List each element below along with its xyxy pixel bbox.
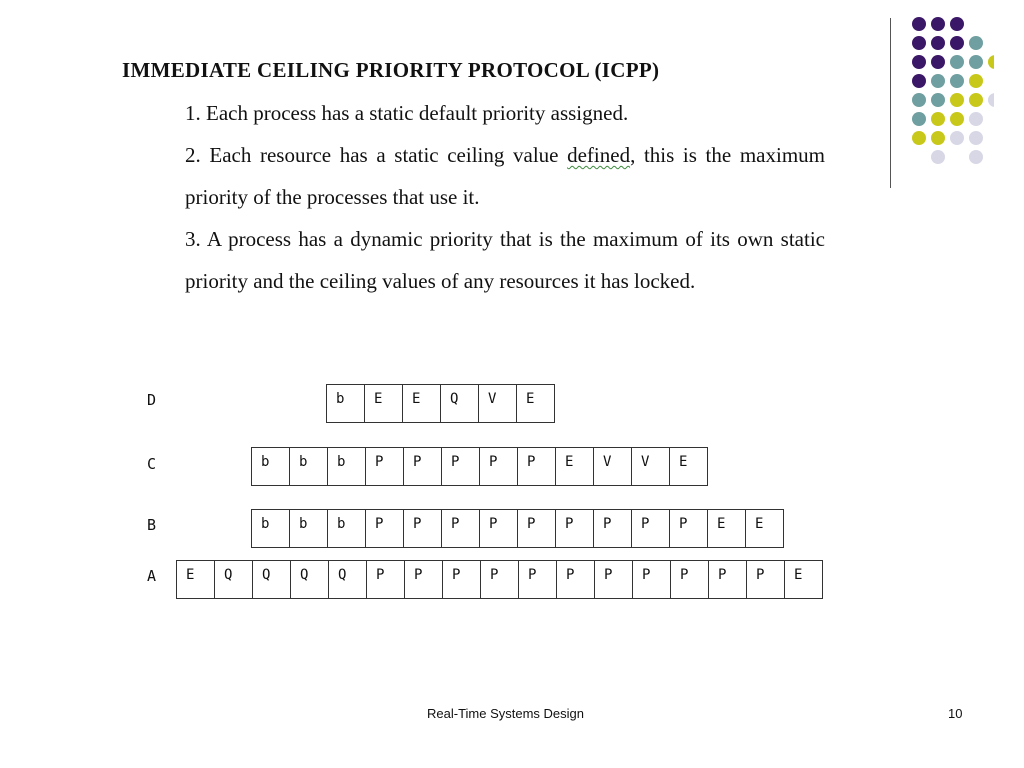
timeline-cell: b <box>290 447 328 486</box>
decorative-dot <box>931 131 945 145</box>
timeline-cell: b <box>328 447 366 486</box>
timeline-cell: V <box>632 447 670 486</box>
timeline-cell: P <box>633 560 671 599</box>
timeline-cell: E <box>746 509 784 548</box>
timeline-cell: P <box>480 509 518 548</box>
timeline-cell: P <box>595 560 633 599</box>
timeline-cell: P <box>366 447 404 486</box>
timeline-cell: P <box>747 560 785 599</box>
point-2-text-b: , this is the maximum priority of the processes that use it. <box>185 143 825 209</box>
point-2-text-a: 2. Each resource has a static ceiling value <box>185 143 568 167</box>
footer-title: Real-Time Systems Design <box>427 706 585 721</box>
timeline-cell: E <box>785 560 823 599</box>
timeline-cell: P <box>518 447 556 486</box>
decorative-dot <box>969 55 983 69</box>
decorative-dot <box>931 74 945 88</box>
decorative-dot <box>950 93 964 107</box>
timeline-cell: E <box>708 509 746 548</box>
decorative-dot <box>912 112 926 126</box>
timeline-cell: P <box>519 560 557 599</box>
decorative-dot <box>988 93 994 107</box>
decorative-dot <box>931 150 945 164</box>
timeline-cell: Q <box>215 560 253 599</box>
decorative-dot <box>950 55 964 69</box>
decorative-dot <box>931 93 945 107</box>
slide-title: IMMEDIATE CEILING PRIORITY PROTOCOL (ICPP) <box>122 58 660 82</box>
row-label-a: A <box>147 567 157 585</box>
decorative-dot <box>912 55 926 69</box>
decorative-dot <box>931 17 945 31</box>
decorative-dot <box>912 74 926 88</box>
row-label-c: C <box>147 455 157 473</box>
timeline-cell: P <box>556 509 594 548</box>
timeline-cell: P <box>404 509 442 548</box>
timeline-cell: Q <box>329 560 367 599</box>
timeline-cell: P <box>481 560 519 599</box>
timeline-cell: b <box>252 447 290 486</box>
decorative-dot <box>969 74 983 88</box>
decorative-dot <box>988 55 994 69</box>
timeline-cell: E <box>556 447 594 486</box>
timeline-cell: P <box>443 560 481 599</box>
decorative-dot <box>931 55 945 69</box>
row-label-b: B <box>147 516 157 534</box>
page-number: 10 <box>948 706 963 721</box>
decorative-dot <box>969 93 983 107</box>
divider-line <box>890 18 891 188</box>
timeline-cell: E <box>177 560 215 599</box>
timeline-cell: P <box>480 447 518 486</box>
timeline-cell: Q <box>441 384 479 423</box>
row-a-cells <box>176 560 823 599</box>
timeline-cell: P <box>671 560 709 599</box>
point-2 <box>185 134 825 218</box>
row-c-cells <box>251 447 708 486</box>
timeline-cell: P <box>632 509 670 548</box>
timeline-cell: P <box>518 509 556 548</box>
timeline-cell: Q <box>253 560 291 599</box>
timeline-cell: P <box>405 560 443 599</box>
row-label-d: D <box>147 391 157 409</box>
timeline-cell: P <box>557 560 595 599</box>
decorative-dot <box>969 150 983 164</box>
timeline-cell: E <box>517 384 555 423</box>
decorative-dot <box>950 74 964 88</box>
timeline-cell: E <box>670 447 708 486</box>
point-1: 1. Each process has a static default priority assigned. <box>185 101 629 125</box>
decorative-dot <box>912 131 926 145</box>
point-3: 3. A process has a dynamic priority that is the maximum of its own static priority and the ceiling values of any resources it has locked. <box>185 227 825 293</box>
decorative-dot <box>969 36 983 50</box>
decorative-dot <box>912 17 926 31</box>
decorative-dot <box>969 112 983 126</box>
decorative-dot <box>969 131 983 145</box>
decorative-dot <box>950 17 964 31</box>
decorative-dot-grid <box>904 10 994 170</box>
timeline-cell: V <box>479 384 517 423</box>
decorative-dot <box>950 112 964 126</box>
decorative-dot <box>912 36 926 50</box>
timeline-cell: b <box>327 384 365 423</box>
decorative-dot <box>950 131 964 145</box>
decorative-dot <box>950 36 964 50</box>
timeline-cell: E <box>365 384 403 423</box>
spellcheck-flagged-word: defined <box>567 143 631 167</box>
timeline-cell: P <box>594 509 632 548</box>
row-b-cells <box>251 509 784 548</box>
decorative-dot <box>912 93 926 107</box>
timeline-cell: P <box>709 560 747 599</box>
timeline-cell: b <box>252 509 290 548</box>
timeline-cell: P <box>670 509 708 548</box>
timeline-cell: b <box>290 509 328 548</box>
timeline-cell: b <box>328 509 366 548</box>
decorative-dot <box>931 112 945 126</box>
timeline-cell: V <box>594 447 632 486</box>
timeline-cell: P <box>366 509 404 548</box>
timeline-cell: P <box>442 447 480 486</box>
timeline-cell: P <box>367 560 405 599</box>
decorative-dot <box>931 36 945 50</box>
timeline-cell: Q <box>291 560 329 599</box>
row-d-cells <box>326 384 555 423</box>
timeline-cell: P <box>442 509 480 548</box>
timeline-cell: E <box>403 384 441 423</box>
timeline-cell: P <box>404 447 442 486</box>
